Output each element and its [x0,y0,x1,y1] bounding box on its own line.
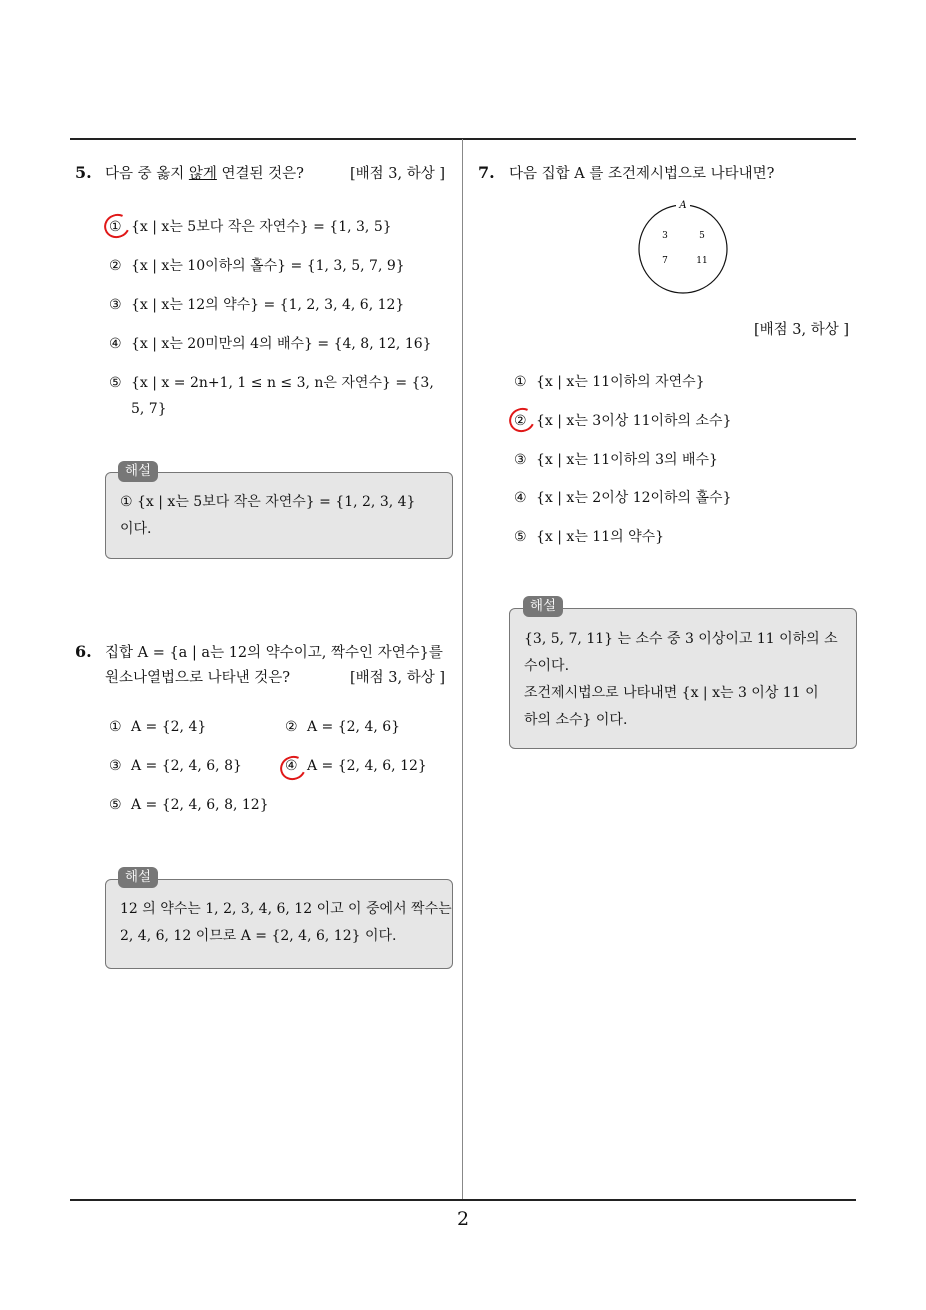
option-text: {x | x는 12의 약수} = {1, 2, 3, 4, 6, 12} [131,297,405,313]
solution-text [120,489,438,543]
option-mark: ① [109,219,122,235]
option-text: A = {2, 4, 6, 8} [131,758,242,774]
option-text: {x | x는 11의 약수} [536,529,665,545]
question-text-part: 다음 중 옳지 [105,166,189,182]
solution-label: 해설 [118,461,158,482]
solution-label: 해설 [523,596,563,617]
solution-line: 12 의 약수는 1, 2, 3, 4, 6, 12 이고 이 중에서 짝수는 [120,901,452,917]
option-mark: ① [514,374,527,390]
column-divider [462,139,463,1200]
answer-mark-circle [101,210,134,241]
option-mark: ② [285,719,298,735]
option-2[interactable] [109,255,405,275]
option-5[interactable] [514,526,664,546]
venn-diagram [630,196,740,300]
option-5[interactable] [109,797,269,813]
option-3[interactable] [109,758,242,774]
option-mark: ④ [514,490,527,506]
score-label: [배점 3, 하상 ] [754,322,850,338]
question-text-line: 원소나열법으로 나타낸 것은? [105,670,291,686]
option-1[interactable] [109,719,206,735]
option-text: {x | x = 2n+1, 1 ≤ n ≤ 3, n은 자연수} = {3, 5, 7} [131,375,434,417]
solution-line: 2, 4, 6, 12 이므로 A = {2, 4, 6, 12} 이다. [120,928,397,944]
option-text: {x | x는 2이상 12이하의 홀수} [536,490,732,506]
solution-line: 이다. [120,521,152,537]
solution-line: {3, 5, 7, 11} 는 소수 중 3 이상이고 11 이하의 소 [524,631,838,647]
option-text: A = {2, 4, 6, 12} [307,758,427,774]
solution-line: 조건제시법으로 나타내면 {x | x는 3 이상 11 이 [524,685,819,701]
option-mark: ④ [109,336,122,352]
top-rule [70,138,856,140]
venn-circle [639,205,727,293]
option-mark: ② [514,413,527,429]
venn-element: 3 [662,231,668,241]
option-4[interactable] [514,487,732,507]
solution-line: 수이다. [524,658,570,674]
option-2[interactable] [514,410,732,430]
venn-element: 11 [696,256,708,266]
question-text-line: 집합 A = {a | a는 12의 약수이고, 짝수인 자연수}를 [105,645,443,661]
option-mark: ⑤ [514,529,527,545]
option-mark: ⑤ [109,375,122,391]
option-text: {x | x는 11이하의 3의 배수} [536,452,718,468]
venn-element: 5 [699,231,705,241]
option-text: {x | x는 11이하의 자연수} [536,374,705,390]
solution-box [105,879,453,969]
solution-line: ① {x | x는 5보다 작은 자연수} = {1, 2, 3, 4} [120,494,416,510]
option-3[interactable] [109,294,404,314]
option-4[interactable] [285,758,427,774]
solution-box [509,608,857,749]
bottom-rule [70,1199,856,1201]
option-2[interactable] [285,719,400,735]
question-text-part: 연결된 것은? [216,166,304,182]
question-number: 5. [75,163,92,182]
option-3[interactable] [514,449,718,469]
solution-label: 해설 [118,867,158,888]
score-label: [배점 3, 하상 ] [350,166,446,182]
option-mark: ⑤ [109,797,122,813]
option-text: {x | x는 10이하의 홀수} = {1, 3, 5, 7, 9} [131,258,405,274]
option-text: A = {2, 4, 6} [307,719,401,735]
option-4[interactable] [109,333,432,353]
option-5[interactable] [109,370,449,422]
option-mark: ② [109,258,122,274]
option-mark: ③ [514,452,527,468]
option-1[interactable] [109,216,392,236]
answer-mark-circle [277,752,310,783]
venn-set-label: A [679,200,687,211]
option-text: {x | x는 5보다 작은 자연수} = {1, 3, 5} [131,219,392,235]
solution-text [120,896,452,950]
score-label: [배점 3, 하상 ] [350,670,446,686]
solution-line: 하의 소수} 이다. [524,712,628,728]
option-mark: ③ [109,758,122,774]
question-text-emphasis: 않게 [188,166,217,182]
option-1[interactable] [514,371,705,391]
option-mark: ④ [285,758,298,774]
solution-box [105,472,453,559]
answer-mark-circle [506,404,539,435]
question-text [105,162,304,187]
question-number: 7. [478,163,495,182]
option-text: {x | x는 20미만의 4의 배수} = {4, 8, 12, 16} [131,336,432,352]
question-number: 6. [75,642,92,661]
option-text: {x | x는 3이상 11이하의 소수} [536,413,732,429]
option-mark: ③ [109,297,122,313]
page-number: 2 [456,1208,470,1230]
venn-element: 7 [662,256,668,266]
solution-text [524,626,842,734]
option-text: A = {2, 4} [131,719,207,735]
option-mark: ① [109,719,122,735]
option-text: A = {2, 4, 6, 8, 12} [131,797,269,813]
question-text: 다음 집합 A 를 조건제시법으로 나타내면? [509,166,775,182]
